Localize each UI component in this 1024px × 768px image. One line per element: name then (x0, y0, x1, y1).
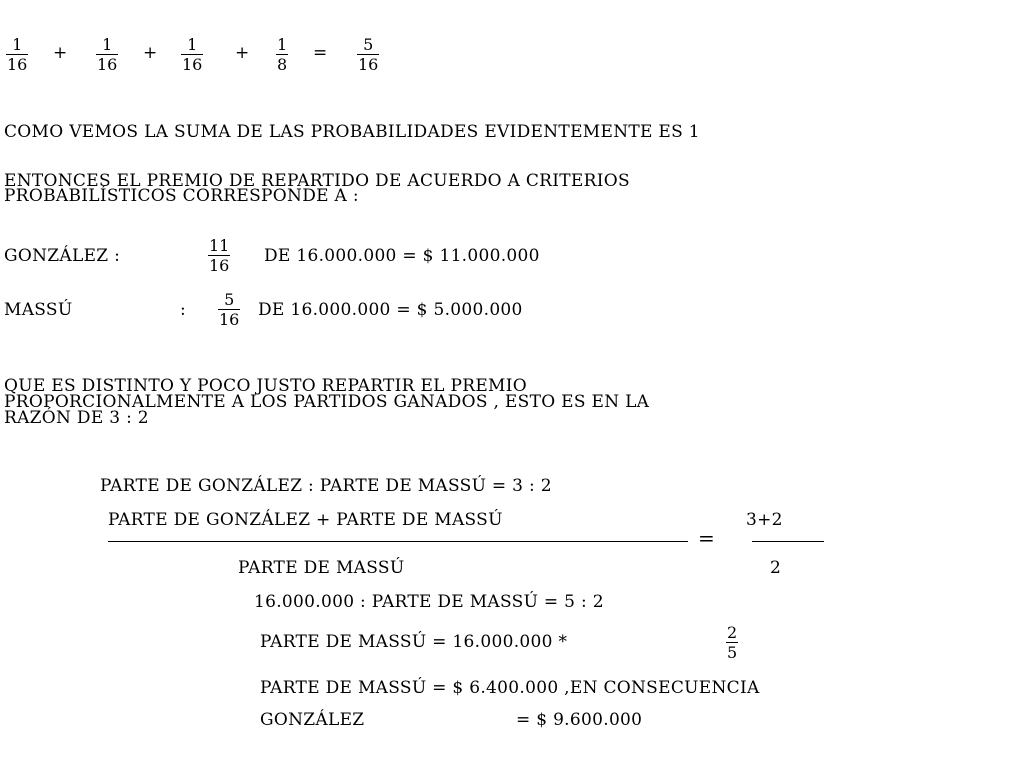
equals-sign: = (313, 43, 328, 63)
derivation-equals-sign: = (698, 526, 716, 550)
plus-sign: + (235, 43, 250, 63)
fraction-term-3: 1 16 (182, 35, 203, 74)
unfair-paragraph-line-1: QUE ES DISTINTO Y POCO JUSTO REPARTIR EL PREMIO (4, 376, 527, 396)
massu-result-line: PARTE DE MASSÚ = $ 6.400.000 ,EN CONSECUENCIA (260, 678, 760, 698)
sum-statement: COMO VEMOS LA SUMA DE LAS PROBABILIDADES EVIDENTEMENTE ES 1 (4, 122, 700, 142)
gonzalez-result-label: GONZÁLEZ (260, 710, 365, 730)
fraction-term-4: 1 8 (277, 35, 288, 74)
fraction-result: 5 16 (358, 35, 379, 74)
prize-paragraph-line-1: ENTONCES EL PREMIO DE REPARTIDO DE ACUERDO A CRITERIOS (4, 171, 630, 191)
gonzalez-result-value: = $ 9.600.000 (516, 710, 643, 730)
ratio-line: PARTE DE GONZÁLEZ : PARTE DE MASSÚ = 3 : 2 (100, 476, 552, 496)
fraction-term-2: 1 16 (97, 35, 118, 74)
massu-label: MASSÚ (4, 300, 73, 320)
massu-colon: : (180, 300, 187, 320)
plus-sign: + (143, 43, 158, 63)
small-fraction-bar (752, 541, 824, 542)
massu-fraction: 5 16 (219, 290, 240, 329)
gonzalez-amount: DE 16.000.000 = $ 11.000.000 (264, 246, 540, 266)
gonzalez-label: GONZÁLEZ : (4, 246, 121, 266)
massu-calc-fraction: 2 5 (727, 623, 738, 662)
fraction-term-1: 1 16 (7, 35, 28, 74)
massu-amount: DE 16.000.000 = $ 5.000.000 (258, 300, 523, 320)
small-fraction-denominator: 2 (770, 558, 782, 578)
gonzalez-fraction: 11 16 (209, 236, 230, 275)
big-fraction-denominator: PARTE DE MASSÚ (238, 558, 405, 578)
unfair-paragraph-line-3: RAZÓN DE 3 : 2 (4, 408, 149, 428)
prize-paragraph-line-2: PROBABILÍSTICOS CORRESPONDE A : (4, 186, 359, 206)
big-fraction-bar (108, 541, 688, 542)
small-fraction-numerator: 3+2 (746, 510, 783, 530)
big-fraction-numerator: PARTE DE GONZÁLEZ + PARTE DE MASSÚ (108, 510, 503, 530)
total-ratio-line: 16.000.000 : PARTE DE MASSÚ = 5 : 2 (254, 592, 604, 612)
massu-calc-prefix: PARTE DE MASSÚ = 16.000.000 * (260, 632, 568, 652)
plus-sign: + (53, 43, 68, 63)
unfair-paragraph-line-2: PROPORCIONALMENTE A LOS PARTIDOS GANADOS , ESTO ES EN LA (4, 392, 650, 412)
